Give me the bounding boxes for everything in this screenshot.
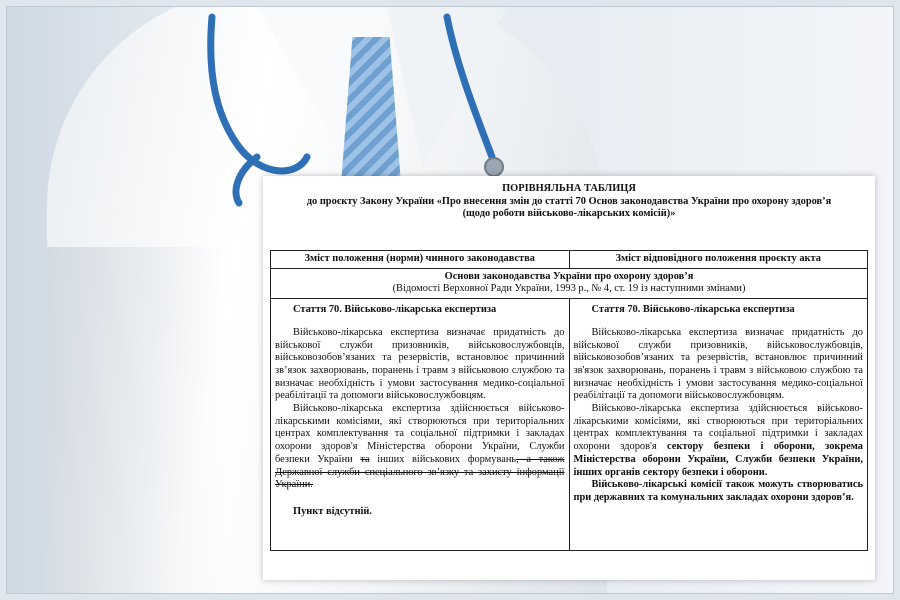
current-text-cell — [271, 299, 570, 551]
point-absent-label: Пункт відсутній. — [293, 505, 372, 517]
law-row — [271, 268, 868, 298]
paragraph: Військово-лікарська експертиза визначає придатність до військової служби призовників, військовослужбовців, військовозобов’язаних та резервістів, встановлює причинний зв'язок захворювань, поранень і травм з військовою службою та визначає необхідність і умови застосування медико-соціальної реабілітації та допомоги військовослужбовцям. — [573, 326, 863, 402]
struck-text: та — [360, 453, 370, 465]
law-title-cell — [271, 268, 868, 298]
comparative-table-document — [263, 176, 875, 580]
paragraph: Військово-лікарська експертиза здійснюється військово-лікарськими комісіями, які створюються при територіальних центрах комплектування та соціальної підтримки і закладах охорони здоров'я Міністерства оборони України, Служби безпеки України та інших військових формувань, а також Державної служби спеціального зв’язку та захисту інформації України. — [275, 403, 565, 491]
column-header-proposed: Зміст відповідного положення проєкту акта — [569, 251, 868, 269]
law-name: Основи законодавства України про охорону здоров’я — [444, 270, 694, 282]
document-title: ПОРІВНЯЛЬНА ТАБЛИЦЯ — [502, 183, 636, 194]
table-header-row — [271, 251, 868, 269]
article-heading: Стаття 70. Військово-лікарська експертиза — [591, 304, 795, 316]
column-header-current: Зміст положення (норми) чинного законодавства — [271, 251, 570, 269]
new-paragraph: Військово-лікарські комісії також можуть створюватись при державних та комунальних закладах охорони здоров’я. — [573, 479, 863, 503]
paragraph: Військово-лікарська експертиза здійснюється військово-лікарськими комісіями, які створюються при територіальних центрах комплектування та соціальної підтримки і закладах охорони здоров'я сектору безпеки і оборони, зокрема Міністерства оборони України, Служби безпеки України, інших органів сектору безпеки і оборони. — [573, 403, 863, 478]
proposed-text-cell — [569, 299, 868, 551]
paragraph: Військово-лікарська експертиза визначає придатність до військової служби призовників, військовослужбовців, військовозобов’язаних та резервістів, встановлює причинний зв’язок захворювань, поранень і травм з військовою службою та визначає необхідність і умови застосування медико-соціальної реабілітації та допомоги військовослужбовцям. — [275, 326, 565, 402]
document-subtitle: до проєкту Закону України «Про внесення змін до статті 70 Основ законодавства України про охорону здоров’я — [306, 195, 832, 207]
document-subtitle-2: (щодо роботи військово-лікарських комісій)» — [462, 208, 676, 219]
article-heading: Стаття 70. Військово-лікарська експертиза — [293, 304, 497, 316]
comparison-table — [270, 250, 868, 551]
law-source: (Відомості Верховної Ради України, 1993 р., № 4, ст. 19 із наступними змінами) — [392, 283, 746, 295]
amended-text: сектору безпеки і оборони, зокрема Міністерства оборони України, Служби безпеки України, інших органів сектору безпеки і оборони. — [573, 441, 863, 478]
table-row — [271, 299, 868, 551]
document-header — [263, 176, 875, 221]
struck-text: , а також Державної служби спеціального зв’язку та захисту інформації України. — [275, 453, 565, 491]
